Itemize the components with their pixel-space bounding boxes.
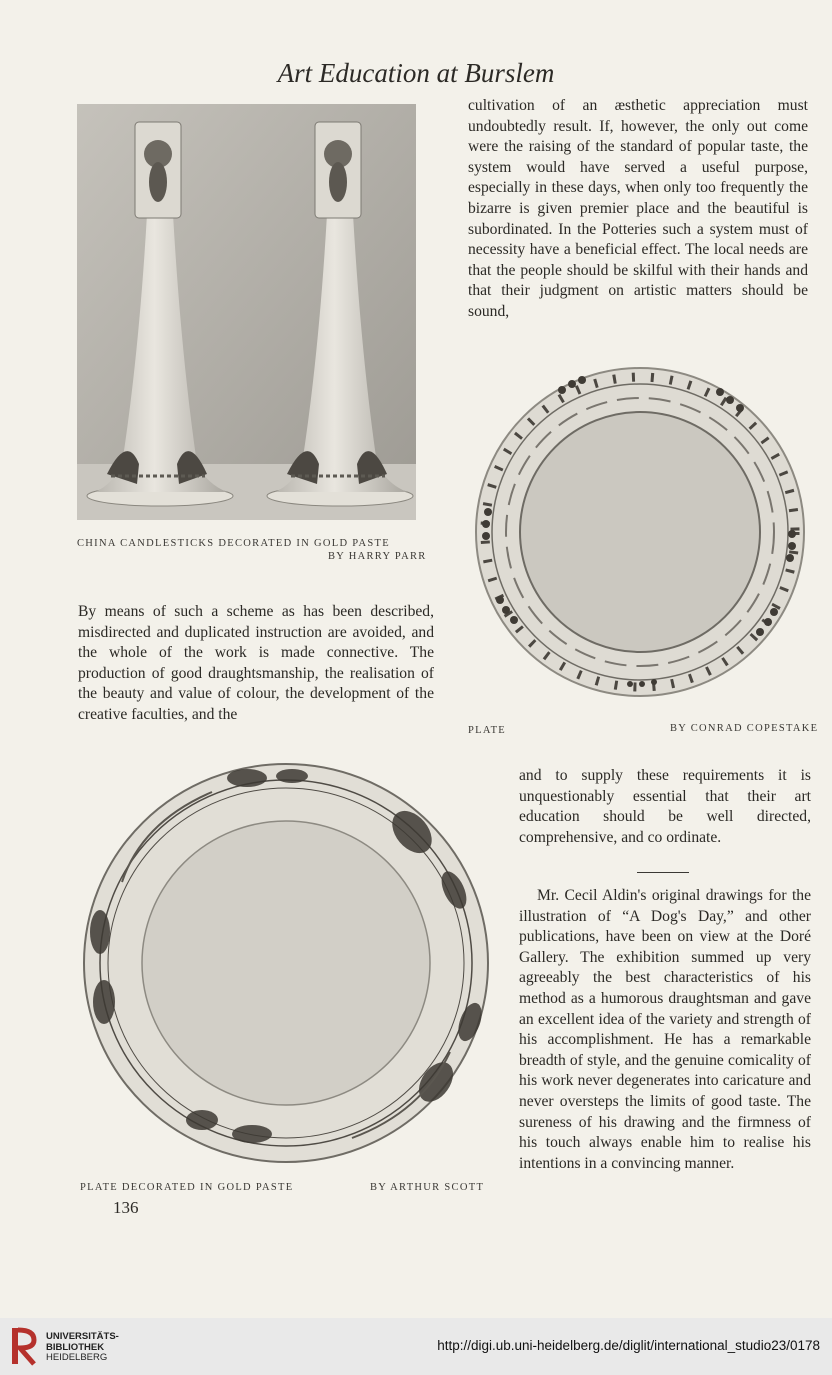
copestake-plate-image xyxy=(470,362,810,704)
scott-caption-left: PLATE DECORATED IN GOLD PASTE xyxy=(80,1182,294,1193)
library-line2: BIBLIOTHEK xyxy=(46,1341,105,1353)
scott-plate-image xyxy=(82,762,490,1164)
library-logo-icon xyxy=(8,1324,40,1368)
copestake-caption-right: BY CONRAD COPESTAKE xyxy=(670,723,819,734)
right-middle-paragraph: and to supply these requirements it is unquestionably essential that their art education should be well directed, comprehensive, and co ordinate. xyxy=(519,767,811,846)
digitization-footer xyxy=(0,1318,832,1375)
candlesticks-caption-line1: CHINA CANDLESTICKS DECORATED IN GOLD PASTE xyxy=(77,538,390,549)
library-line3: HEIDELBERG xyxy=(46,1352,108,1363)
copestake-caption-left: PLATE xyxy=(468,725,506,736)
scott-caption-right: BY ARTHUR SCOTT xyxy=(370,1182,485,1193)
page-number: 136 xyxy=(113,1198,139,1217)
running-head: Art Education at Burslem xyxy=(277,58,555,88)
left-middle-paragraph: By means of such a scheme as has been described, misdirected and duplicated instruction are avoided, and the whole of the work is made connective. The production of good draughtsmanship, the realisation of the beauty and value of colour, the development of the creative faculties, and the xyxy=(78,603,434,723)
right-bottom-paragraph: Mr. Cecil Aldin's original drawings for the illustration of “A Dog's Day,” and other publications, have been on view at the Doré Gallery. The exhibition summed up very agreeably the best characteristics of his method as a humorous draughtsman and gave an excellent idea of the variety and strength of his accomplishment. He has a remarkable breadth of style, and the genuine comicality of his work never degenerates into caricature and never oversteps the limits of good taste. The sureness of his drawing and the firmness of his touch always enable him to realise his intentions in a convincing manner. xyxy=(519,887,811,1172)
library-line1: UNIVERSITÄTS- xyxy=(46,1331,119,1342)
library-name xyxy=(46,1332,119,1364)
section-divider xyxy=(637,872,689,873)
source-url-link[interactable]: http://digi.ub.uni-heidelberg.de/diglit/international_studio23/0178 xyxy=(437,1338,820,1353)
top-right-paragraph: cultivation of an æsthetic appreciation must undoubtedly result. If, however, the only out come were the raising of the standard of popular taste, the system would have served a useful purpose, especially in these days, when only too frequently the bizarre is given premier place and the beautiful is subordinated. In the Potteries such a system must of necessity have a beneficial effect. The local needs are that the people should be skilful with their hands and that their judgment on artistic matters should be sound, xyxy=(468,97,808,320)
candlesticks-photo xyxy=(77,104,416,520)
candlesticks-caption-line2: BY HARRY PARR xyxy=(328,551,427,562)
